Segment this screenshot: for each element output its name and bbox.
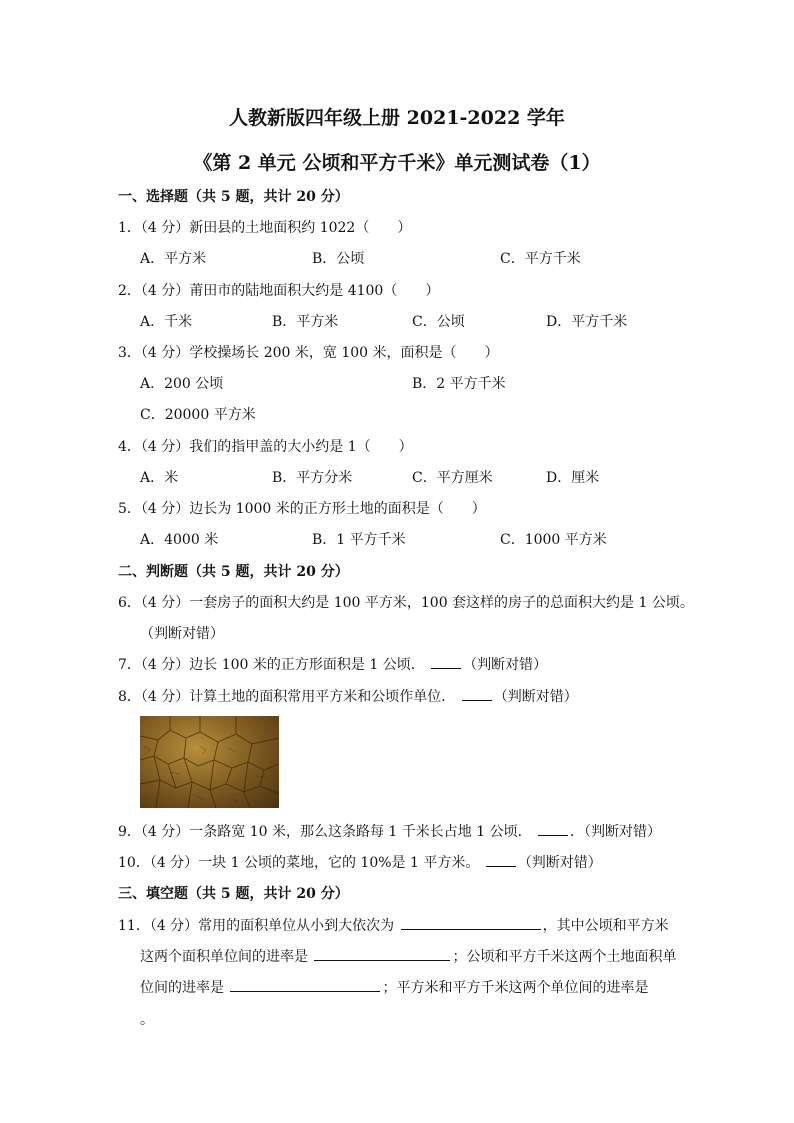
question-11-line-4: 。 (140, 1012, 154, 1028)
question-11-part-1: 11．（4 分）常用的面积单位从小到大依次为 (118, 918, 395, 934)
cracked-earth-texture-icon (140, 716, 279, 808)
question-3-option-a: A．200 公顷 (140, 376, 224, 392)
question-4-option-b: B．平方分米 (272, 470, 353, 486)
question-9-answer-blank[interactable] (538, 821, 568, 836)
section-heading-fill: 三、填空题（共 5 题，共计 20 分） (118, 886, 349, 902)
question-11-line-1 (118, 915, 669, 935)
section-heading-choice: 一、选择题（共 5 题，共计 20 分） (118, 189, 349, 205)
page-title: 人教新版四年级上册 2021-2022 学年 (229, 107, 565, 129)
question-4-option-c: C．平方厘米 (412, 470, 493, 486)
question-3-stem: 3．（4 分）学校操场长 200 米，宽 100 米，面积是（ ） (118, 345, 499, 361)
question-7-stem: 7．（4 分）边长 100 米的正方形面积是 1 公顷． (118, 657, 425, 673)
question-10-stem: 10．（4 分）一块 1 公顷的菜地，它的 10%是 1 平方米。 (118, 855, 480, 871)
question-8-answer-blank[interactable] (462, 686, 492, 701)
question-5-option-a: A．4000 米 (140, 532, 219, 548)
question-11-part-5: 位间的进率是 (140, 980, 224, 996)
question-11-part-3: 这两个面积单位间的进率是 (140, 949, 308, 965)
question-1-option-a: A．平方米 (140, 251, 207, 267)
question-11-part-4: ；公顷和平方千米这两个土地面积单 (452, 949, 677, 965)
question-6-stem: 6．（4 分）一套房子的面积大约是 100 平方米，100 套这样的房子的总面积大约是 1 公顷。 (118, 595, 694, 611)
question-8-stem: 8．（4 分）计算土地的面积常用平方米和公顷作单位． (118, 689, 456, 705)
question-4-stem: 4．（4 分）我们的指甲盖的大小约是 1（ ） (118, 439, 413, 455)
question-4-option-d: D．厘米 (546, 470, 600, 486)
question-11-part-6: ；平方米和平方千米这两个单位间的进率是 (382, 980, 649, 996)
question-2-option-c: C．公顷 (412, 314, 465, 330)
question-7-tail: （判断对错） (463, 657, 548, 673)
question-11-blank-3[interactable] (230, 977, 380, 992)
question-10-answer-blank[interactable] (486, 852, 516, 867)
question-3-option-c: C．20000 平方米 (140, 407, 256, 423)
question-9 (118, 821, 661, 841)
question-1-stem: 1．（4 分）新田县的土地面积约 1022（ ） (118, 220, 412, 236)
question-5-stem: 5．（4 分）边长为 1000 米的正方形土地的面积是（ ） (118, 501, 486, 517)
question-7-answer-blank[interactable] (431, 654, 461, 669)
question-11-blank-1[interactable] (401, 915, 541, 930)
question-4-option-a: A．米 (140, 470, 179, 486)
question-8-tail: （判断对错） (493, 689, 578, 705)
question-5-option-b: B．1 平方千米 (312, 532, 406, 548)
question-10 (118, 852, 602, 872)
question-6-tail: （判断对错） (140, 626, 224, 642)
question-8 (118, 686, 578, 706)
question-2-stem: 2．（4 分）莆田市的陆地面积大约是 4100（ ） (118, 283, 440, 299)
question-11-line-3 (140, 977, 648, 997)
question-7 (118, 654, 547, 674)
question-5-option-c: C．1000 平方米 (500, 532, 607, 548)
question-9-stem: 9．（4 分）一条路宽 10 米，那么这条路每 1 千米长占地 1 公顷． (118, 824, 532, 840)
question-11-line-2 (140, 946, 676, 966)
question-1-option-c: C．平方千米 (500, 251, 581, 267)
question-3-option-b: B．2 平方千米 (412, 376, 506, 392)
question-2-option-d: D．平方千米 (546, 314, 628, 330)
question-10-tail: （判断对错） (517, 855, 602, 871)
cracked-earth-image (140, 716, 279, 808)
question-11-part-2: ，其中公顷和平方米 (542, 918, 669, 934)
question-2-option-b: B．平方米 (272, 314, 339, 330)
question-1-option-b: B．公顷 (312, 251, 365, 267)
page-subtitle: 《第 2 单元 公顷和平方千米》单元测试卷（1） (193, 152, 601, 174)
question-9-tail: ．（判断对错） (570, 824, 662, 840)
question-11-blank-2[interactable] (314, 946, 450, 961)
question-2-option-a: A．千米 (140, 314, 193, 330)
section-heading-judge: 二、判断题（共 5 题，共计 20 分） (118, 564, 349, 580)
